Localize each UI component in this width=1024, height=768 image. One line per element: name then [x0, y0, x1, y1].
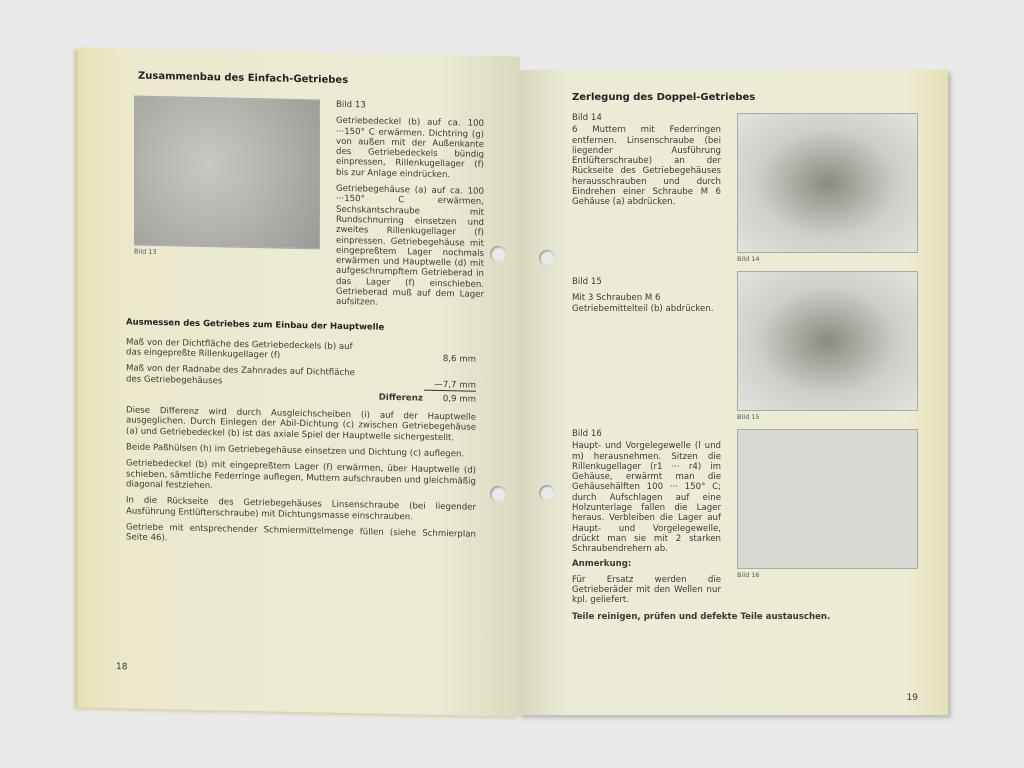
right-page: [518, 70, 948, 715]
bild-15-section: [572, 271, 918, 421]
photo-bild-15: [737, 271, 918, 411]
punch-hole: [539, 485, 555, 501]
figure-text: [336, 100, 484, 311]
figure-label: Bild 13: [336, 99, 366, 111]
figure-label: Bild 16: [572, 429, 602, 439]
measure-label: Maß von der Radnabe des Zahnrades auf Dichtfläche des Getriebegehäuses: [126, 363, 355, 386]
photo-bild-13: [134, 96, 320, 250]
note-text: Für Ersatz werden die Getrieberäder mit den Wellen nur kpl. geliefert.: [572, 574, 721, 606]
bild-16-section: [572, 429, 918, 606]
paragraph: Diese Differenz wird durch Ausgleichscheiben (i) auf der Hauptwelle ausgeglichen. Durch Einlegen der Abil-Dichtung (c) zwischen Getriebegehäuse (a) und Getriebedeckel (b) ist das axiale Spiel der Hauptwelle sichergestellt.: [126, 405, 476, 443]
measure-value: —7,7 mm: [424, 379, 476, 391]
measure-label: Maß von der Dichtfläche des Getriebedeckels (b) auf das eingepreßte Rillenkugellager (f): [126, 337, 353, 361]
figure-label: Bild 14: [572, 113, 602, 123]
bild-14-section: [572, 113, 918, 263]
figure: [737, 429, 918, 579]
difference-value: 0,9 mm: [442, 393, 476, 405]
page-number: 18: [116, 662, 128, 673]
paragraph: 6 Muttern mit Federringen entfernen. Linsenschraube (bei liegender Ausführung Entlüfterschraube) an der Rückseite des Getriebegehäuses herausschrauben und durch Eindrehen einer Schraube M 6 Gehäuse (a) abdrücken.: [572, 125, 721, 208]
figure-text: [572, 429, 721, 606]
punch-hole: [490, 486, 506, 502]
difference-label: Differenz: [378, 392, 423, 404]
paragraph: Getriebegehäuse (a) auf ca. 100 ···150° C erwärmen, Sechskantschraube mit Rundschnurring einsetzen und zweites Rillenkugellager (f) einpressen. Getriebegehäuse mit eingepreßtem Lager nochmals erwärmen und Hauptwelle (d) mit aufgeschrumpftem Getrieberad in das Lager (f) einschieben. Getrieberad muß auf dem Lager aufsitzen.: [336, 183, 484, 308]
figure: [134, 96, 320, 260]
paragraph: Haupt- und Vorgelegewelle (l und m) herausnehmen. Sitzen die Rillenkugellager (r1 ··· r4) im Gehäuse, erwärmt man die Gehäusehälften 100 ··· 150° C; durch Aufschlagen auf eine Holzunterlage fallen die Lager heraus. Verbleiben die Lager auf Haupt- und Vorgelegewelle, drückt man sie mit 2 starken Schraubendrehern ab.: [572, 441, 721, 555]
photo-bild-16: [737, 429, 918, 569]
figure: [737, 271, 918, 421]
paragraph: Mit 3 Schrauben M 6 Getriebemittelteil (b) abdrücken.: [572, 293, 714, 314]
paragraph: In die Rückseite des Getriebegehäuses Linsenschraube (bei liegender Ausführung Entlüfterschraube) mit Dichtungsmasse einschrauben.: [126, 495, 476, 522]
photo-bild-14: [737, 113, 918, 253]
body-text: [126, 406, 476, 551]
punch-hole: [539, 250, 555, 266]
figure-caption: Bild 13: [134, 247, 157, 257]
figure-text: [572, 113, 721, 208]
left-page: [78, 47, 520, 716]
measurement-table: [126, 337, 476, 405]
paragraph: Getriebedeckel (b) mit eingepreßtem Lager (f) erwärmen, über Hauptwelle (d) schieben, sämtliche Federringe auflegen, Muttern aufschrauben und gleichmäßig diagonal festziehen.: [126, 458, 476, 492]
figure: [737, 113, 918, 263]
footer-instruction: Teile reinigen, prüfen und defekte Teile austauschen.: [572, 611, 831, 622]
punch-hole: [490, 246, 506, 262]
paragraph: Beide Paßhülsen (h) im Getriebegehäuse einsetzen und Dichtung (c) auflegen.: [126, 442, 465, 460]
section-heading: Zerlegung des Doppel-Getriebes: [572, 92, 756, 103]
section-heading: Ausmessen des Getriebes zum Einbau der Hauptwelle: [126, 317, 385, 333]
measure-value: 8,6 mm: [442, 353, 476, 365]
figure-caption: Bild 15: [737, 413, 760, 421]
figure-text: [572, 271, 721, 314]
page-number: 19: [906, 693, 918, 703]
note-heading: Anmerkung:: [572, 558, 632, 569]
section-heading: Zusammenbau des Einfach-Getriebes: [138, 70, 349, 87]
figure-caption: Bild 16: [737, 571, 760, 579]
figure-label: Bild 15: [572, 277, 602, 287]
figure-caption: Bild 14: [737, 255, 760, 263]
paragraph: Getriebe mit entsprechender Schmiermittelmenge füllen (siehe Schmierplan Seite 46).: [126, 522, 476, 544]
paragraph: Getriebedeckel (b) auf ca. 100 ···150° C erwärmen. Dichtring (g) von außen mit der Außenkante des Getriebedeckels bündig einpressen, Rillenkugellager (f) bis zur Anlage eindrücken.: [336, 116, 484, 180]
bild-13-section: [126, 95, 484, 310]
